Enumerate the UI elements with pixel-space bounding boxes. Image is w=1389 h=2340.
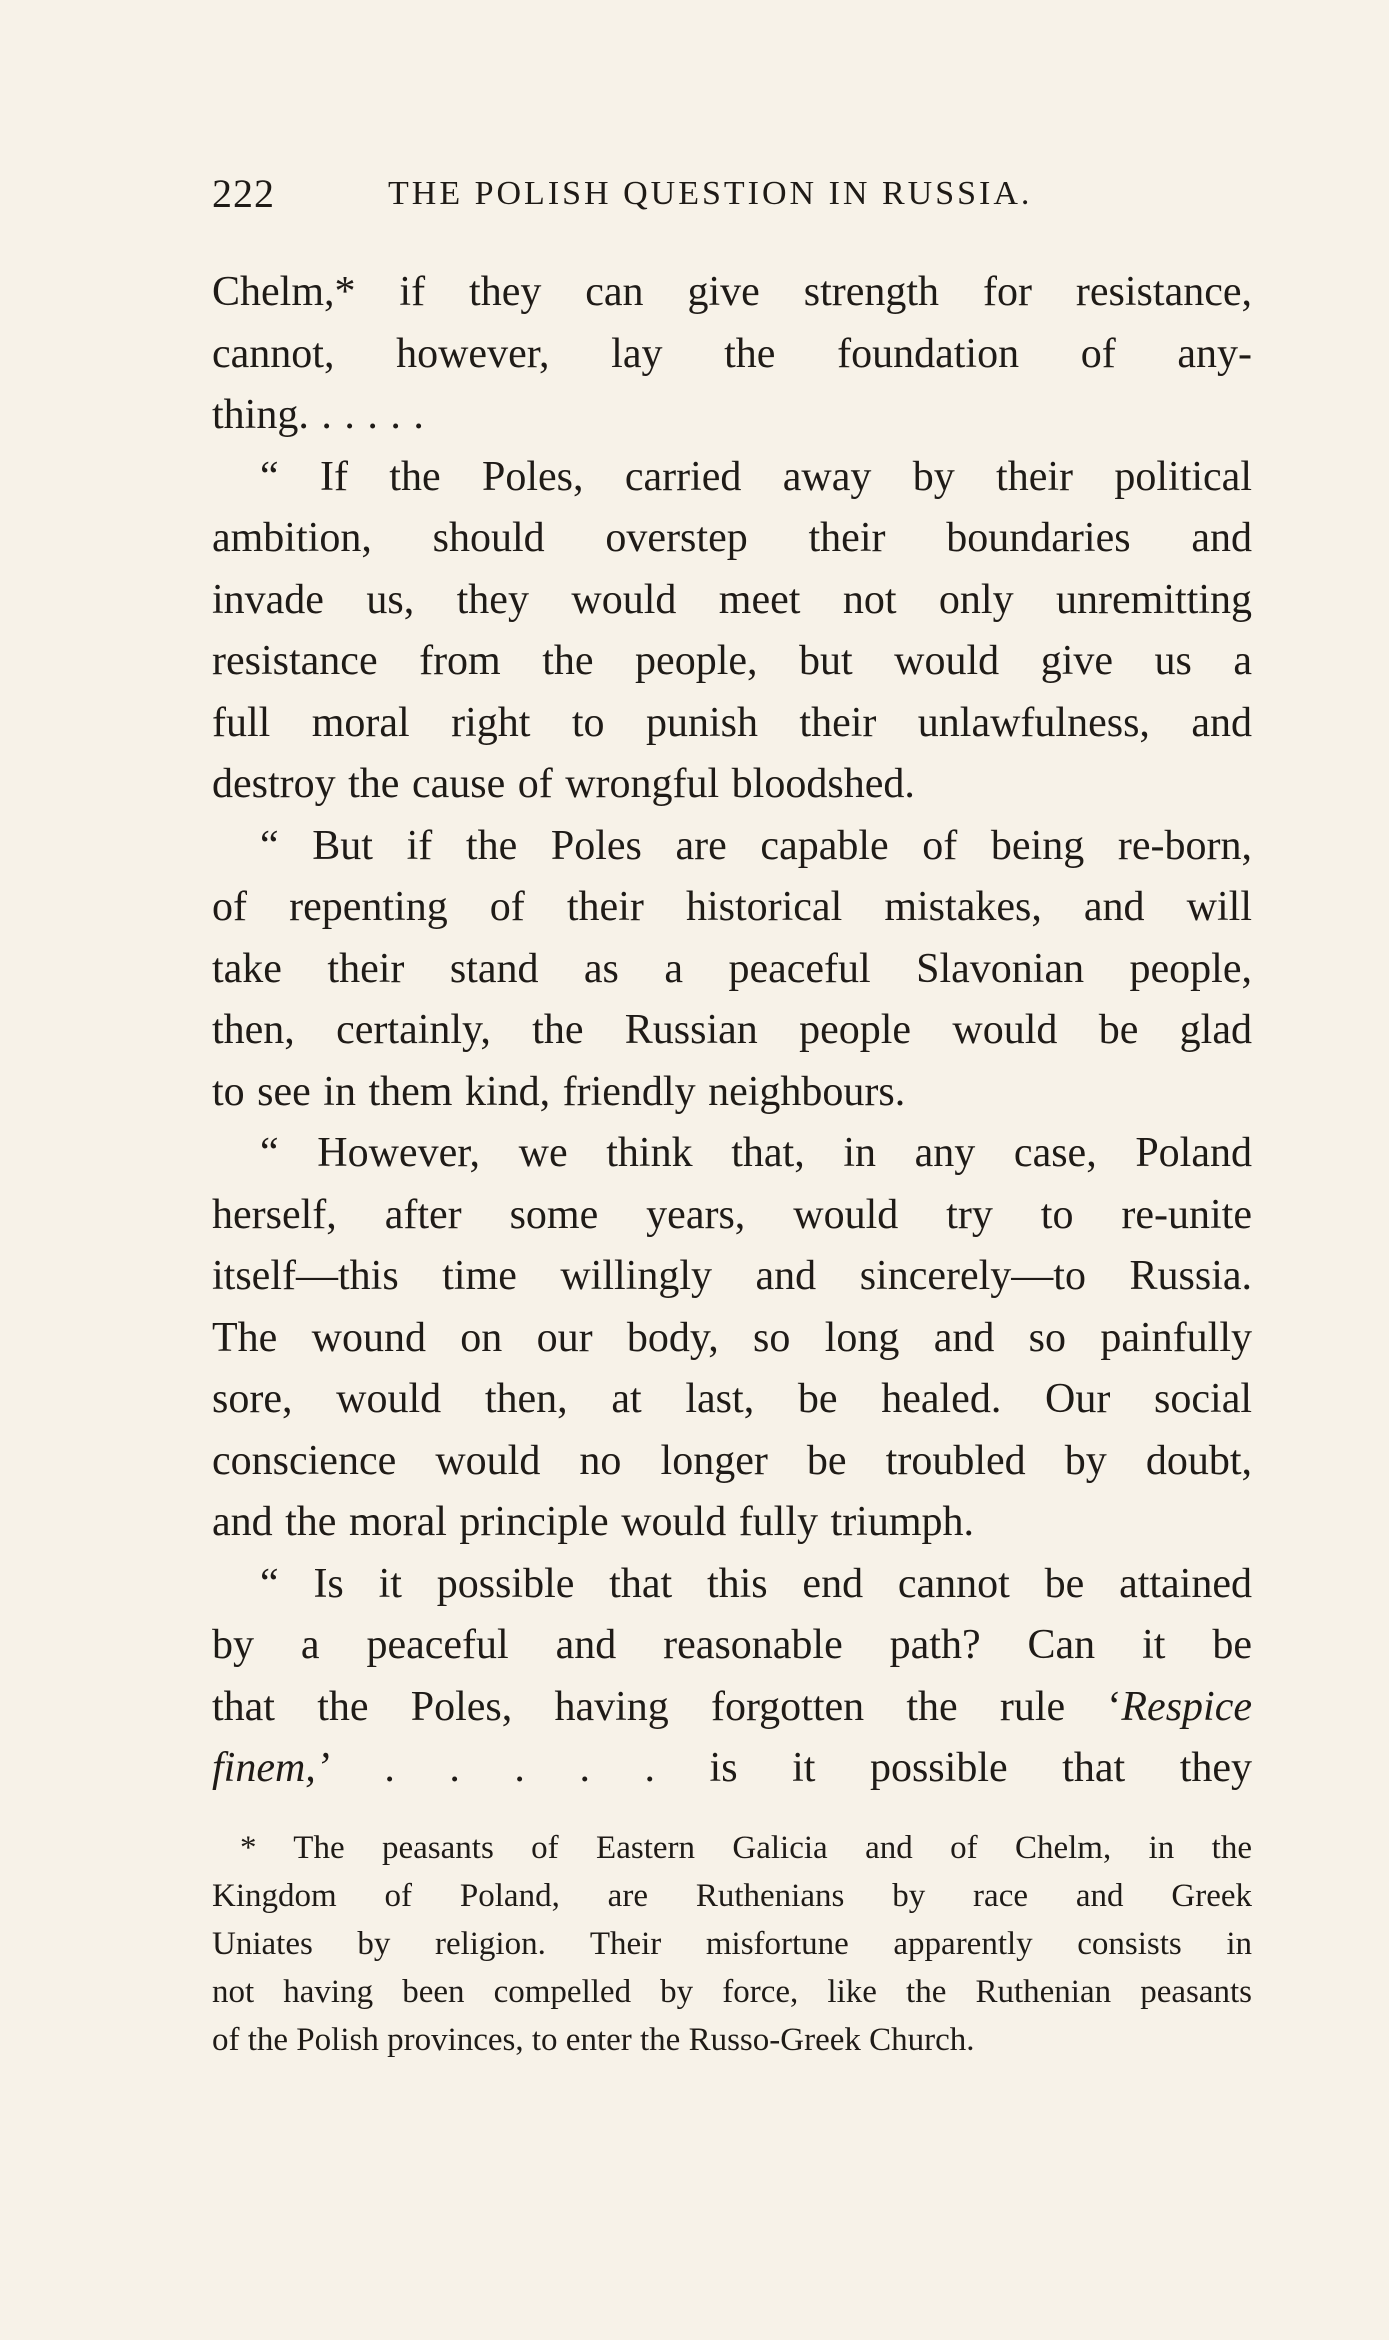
text-line: take their stand as a peaceful Slavonian people, <box>212 945 1252 992</box>
footnote-line: * The peasants of Eastern Galicia and of Chelm, in the <box>240 1830 1252 1866</box>
text-line: “ But if the Poles are capable of being re-born, <box>260 822 1252 869</box>
text-line: and the moral principle would fully triumph. <box>212 1499 975 1545</box>
text-line: “ Is it possible that this end cannot be attained <box>260 1560 1252 1607</box>
text-line: full moral right to punish their unlawfulness, and <box>212 699 1252 746</box>
text-line: destroy the cause of wrongful bloodshed. <box>212 761 915 807</box>
text-line: cannot, however, lay the foundation of any- <box>212 330 1252 377</box>
running-title: THE POLISH QUESTION IN RUSSIA. <box>388 175 1033 212</box>
text-line-with-italic <box>212 1677 1252 1739</box>
text-segment: . . . . . is it possible that they <box>329 1745 1252 1791</box>
text-line: sore, would then, at last, be healed. Our social <box>212 1376 1252 1422</box>
text-line: resistance from the people, but would give us a <box>212 638 1252 684</box>
footnote-line: of the Polish provinces, to enter the Russo-Greek Church. <box>212 2022 975 2058</box>
text-line: of repenting of their historical mistakes, and will <box>212 884 1252 930</box>
text-line: itself—this time willingly and sincerely—to Russia. <box>212 1253 1252 1299</box>
text-line: by a peaceful and reasonable path? Can it be <box>212 1622 1252 1668</box>
page-number: 222 <box>212 171 275 216</box>
text-line: conscience would no longer be troubled by doubt, <box>212 1437 1252 1484</box>
text-line: “ If the Poles, carried away by their political <box>260 453 1252 500</box>
text-line: to see in them kind, friendly neighbours. <box>212 1068 906 1115</box>
text-line: Chelm,* if they can give strength for resistance, <box>212 269 1252 315</box>
footnote-line: Kingdom of Poland, are Ruthenians by race and Greek <box>212 1878 1252 1914</box>
text-line: thing. . . . . . <box>212 392 424 438</box>
footnote-line: Uniates by religion. Their misfortune apparently consists in <box>212 1926 1252 1962</box>
text-line: “ However, we think that, in any case, Poland <box>260 1130 1252 1176</box>
text-segment: that the Poles, having forgotten the rule ‘ <box>212 1683 1122 1730</box>
text-line: invade us, they would meet not only unremitting <box>212 576 1252 623</box>
body-text <box>212 262 1252 1800</box>
italic-phrase: Respice <box>1121 1683 1252 1730</box>
footnote-line: not having been compelled by force, like the Ruthenian peasants <box>212 1974 1252 2010</box>
text-line: The wound on our body, so long and so painfully <box>212 1314 1252 1361</box>
text-line-with-italic <box>212 1738 1252 1800</box>
footnote <box>212 1824 1252 2064</box>
page-header <box>212 164 1247 224</box>
text-line: ambition, should overstep their boundaries and <box>212 515 1252 561</box>
italic-phrase: finem,’ <box>212 1745 330 1791</box>
text-line: then, certainly, the Russian people would be glad <box>212 1007 1252 1053</box>
text-line: herself, after some years, would try to re-unite <box>212 1191 1252 1238</box>
